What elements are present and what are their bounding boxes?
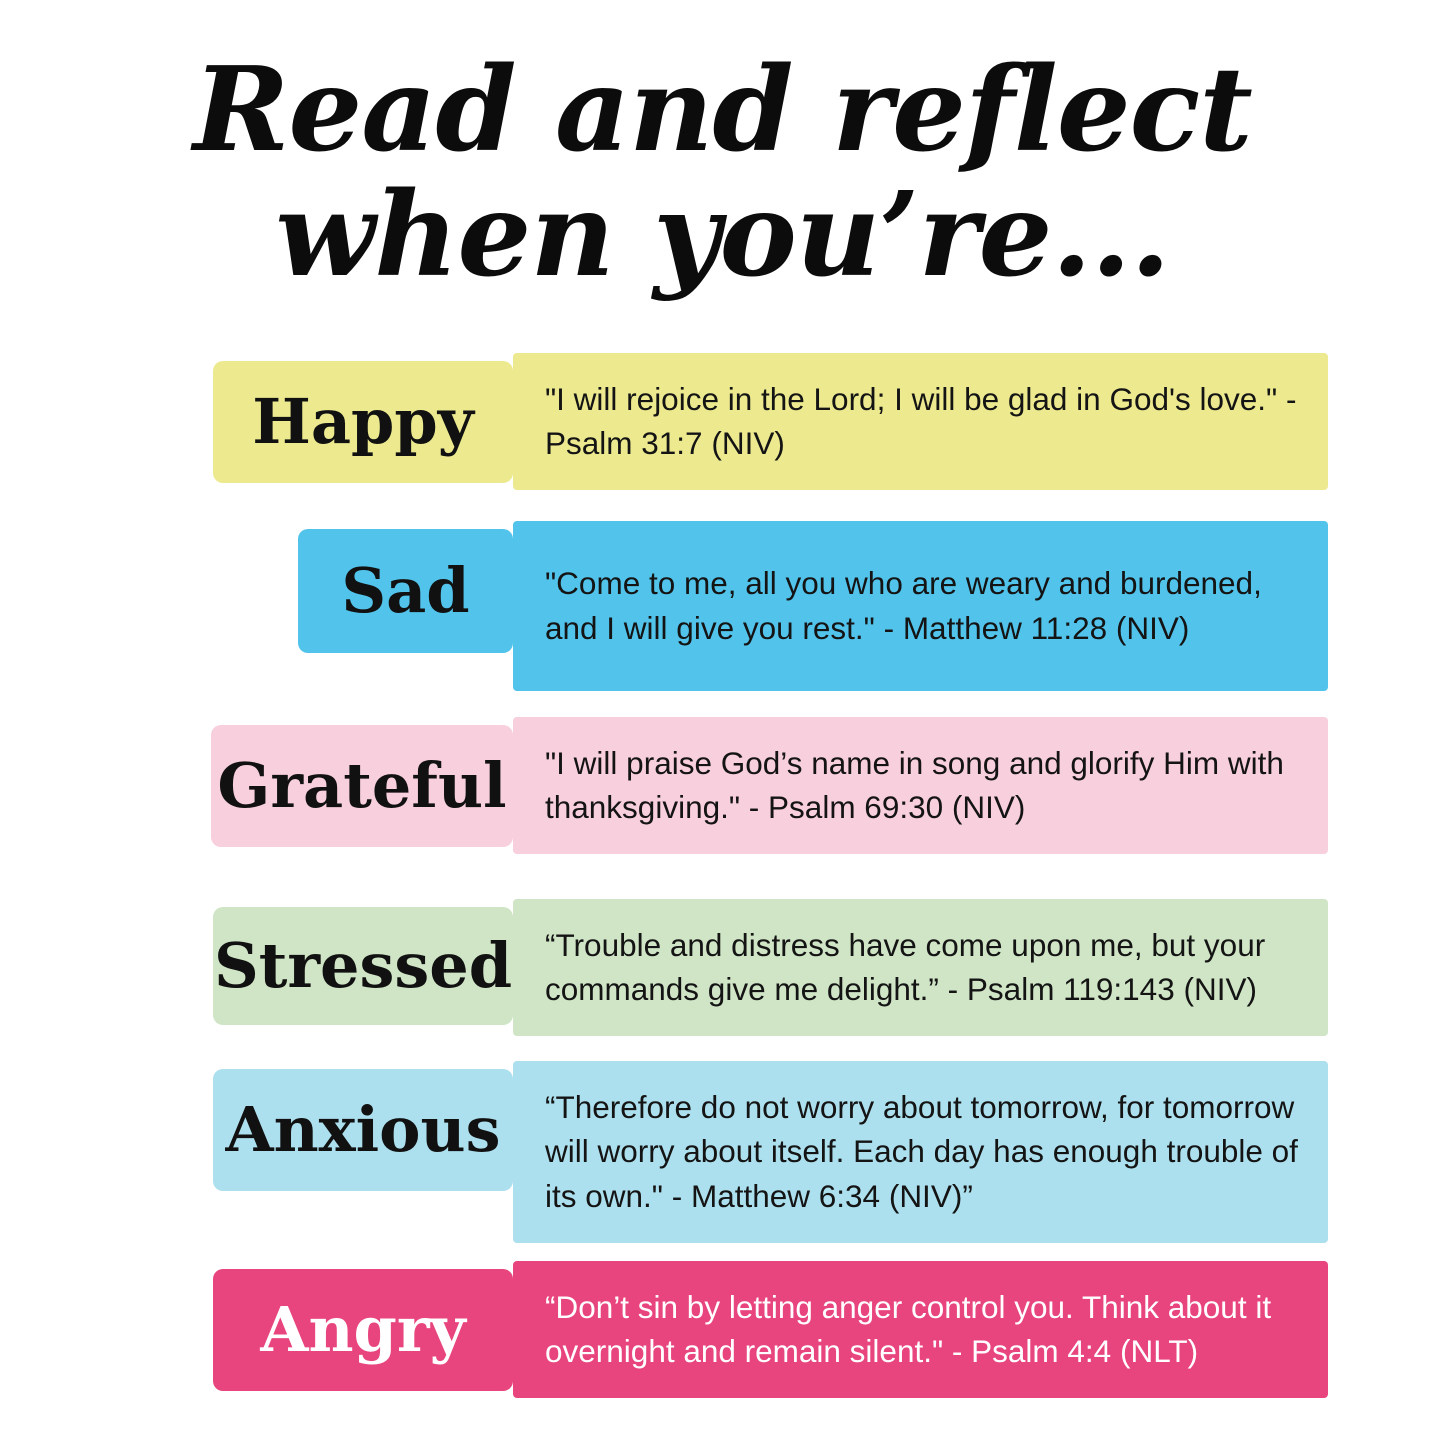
mood-label-anxious-wrap (0, 1061, 513, 1191)
quote-text: “Therefore do not worry about tomorrow, for tomorrow will worry about itself. Each day has enough trouble of its own." - Matthew 6:34 (NIV)” (545, 1088, 1298, 1214)
mood-label-text: Anxious (225, 1092, 501, 1166)
mood-label-angry[interactable] (213, 1269, 513, 1391)
mood-label-text: Sad (341, 553, 470, 627)
mood-label-stressed[interactable] (213, 907, 513, 1025)
mood-label-text: Angry (260, 1292, 466, 1366)
mood-label-stressed-wrap (0, 899, 513, 1025)
arrow-right-icon (511, 932, 561, 1000)
mood-label-happy[interactable] (213, 361, 513, 483)
quote-text: “Don’t sin by letting anger control you. Think about it overnight and remain silent." - Psalm 4:4 (NLT) (545, 1288, 1272, 1370)
arrow-right-icon (511, 752, 561, 820)
arrow-right-icon (511, 1296, 561, 1364)
quote-panel-sad (513, 521, 1328, 691)
quote-text: "I will praise God’s name in song and glorify Him with thanksgiving." - Psalm 69:30 (NIV) (545, 744, 1284, 826)
mood-label-happy-wrap (0, 353, 513, 483)
arrow-right-icon (511, 388, 561, 456)
mood-label-text: Grateful (217, 748, 507, 822)
mood-label-sad-wrap (0, 521, 513, 653)
list-item (0, 899, 1445, 1061)
mood-label-text: Happy (252, 384, 474, 458)
mood-list (0, 353, 1445, 1411)
quote-panel-grateful (513, 717, 1328, 854)
arrow-right-icon (511, 1096, 561, 1164)
page-title-line-1: Read and reflect (193, 42, 1252, 178)
arrow-right-icon (511, 557, 561, 625)
quote-panel-anxious (513, 1061, 1328, 1243)
quote-panel-angry (513, 1261, 1328, 1398)
mood-label-text: Stressed (213, 928, 513, 1002)
quote-text: “Trouble and distress have come upon me, but your commands give me delight.” - Psalm 119:143 (NIV) (545, 926, 1266, 1008)
list-item (0, 717, 1445, 899)
quote-panel-stressed (513, 899, 1328, 1036)
list-item (0, 1061, 1445, 1261)
page-title (0, 0, 1445, 304)
quote-text: "Come to me, all you who are weary and burdened, and I will give you rest." - Matthew 11:28 (NIV) (545, 564, 1262, 646)
mood-label-grateful-wrap (0, 717, 513, 847)
quote-panel-happy (513, 353, 1328, 490)
list-item (0, 1261, 1445, 1411)
mood-label-sad[interactable] (298, 529, 513, 653)
quote-text: "I will rejoice in the Lord; I will be glad in God's love." - Psalm 31:7 (NIV) (545, 380, 1297, 462)
page-title-line-2: when you’re... (275, 167, 1170, 304)
list-item (0, 353, 1445, 521)
mood-label-angry-wrap (0, 1261, 513, 1391)
list-item (0, 521, 1445, 717)
mood-label-anxious[interactable] (213, 1069, 513, 1191)
mood-label-grateful[interactable] (211, 725, 513, 847)
